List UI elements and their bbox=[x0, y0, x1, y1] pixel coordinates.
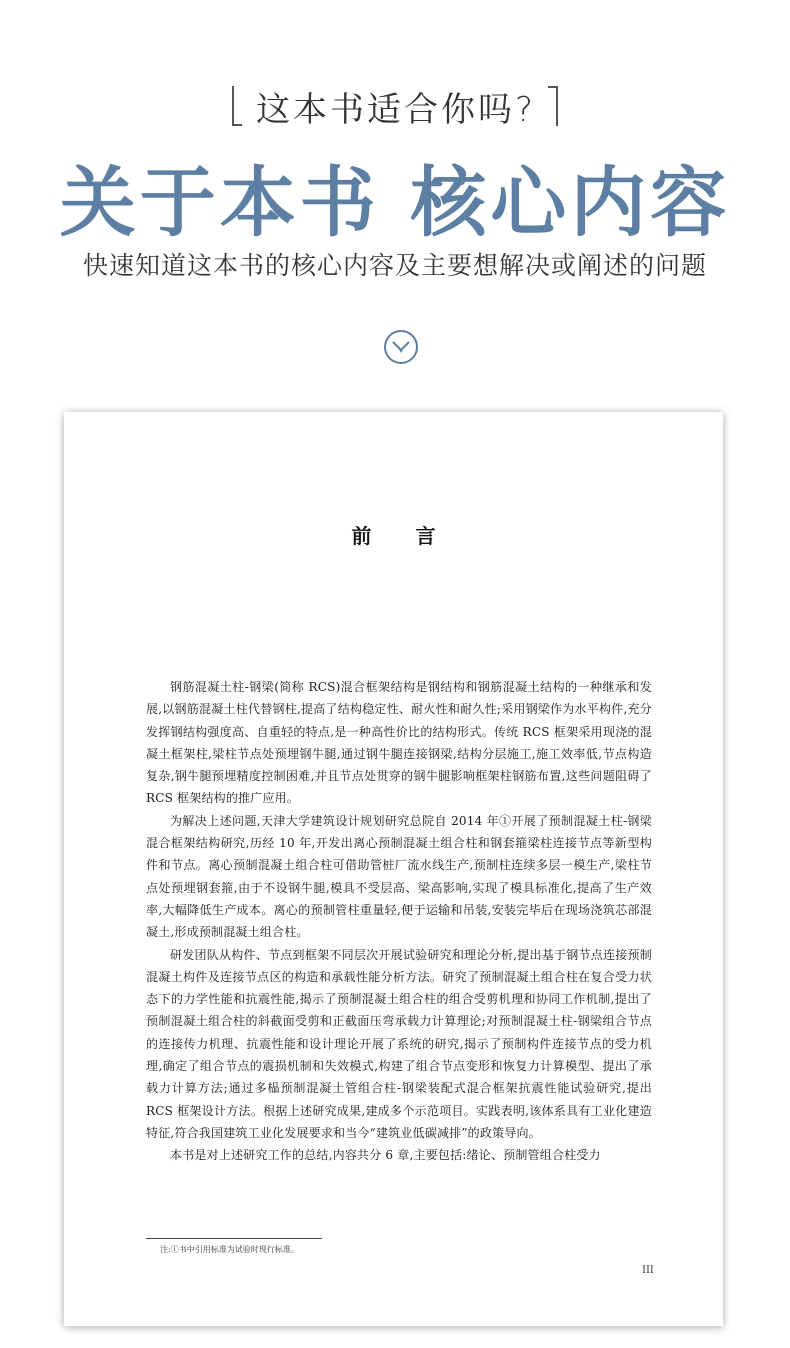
left-bracket-decoration bbox=[232, 86, 242, 126]
footnote-divider bbox=[146, 1238, 322, 1239]
paragraph: 本书是对上述研究工作的总结,内容共分 6 章,主要包括:绪论、预制管组合柱受力 bbox=[170, 1148, 601, 1163]
preface-title: 前言 bbox=[351, 524, 480, 548]
preface-body bbox=[146, 676, 652, 1167]
page-number: III bbox=[642, 1265, 654, 1276]
paragraph: 研发团队从构件、节点到框架不同层次开展试验研究和理论分析,提出基于钢节点连接预制混凝土构件及连接节点区的构造和承载性能分析方法。研究了预制混凝土组合柱在复合受力状态下的力学性能和抗震性能,揭示了预制混凝土组合柱的组合受剪机理和协同工作机制,提出了预制混凝土组合柱的斜截面受剪和正截面压弯承载力计算理论;对预制混凝土柱-钢梁组合节点的连接传力机理、抗震性能和设计理论开展了系统的研究,揭示了预制构件连接节点的受力机理,确定了组合节点的震损机制和失效模式,构建了组合节点变形和恢复力计算模型、提出了承载力计算方法;通过多榀预制混凝土管组合柱-钢梁装配式混合框架抗震性能试验研究,提出 RCS 框架设计方法。根据上述研究成果,建成多个示范项目。实践表明,该体系具有工业化建造特征,符合我国建筑工业化发展要求和当今“建筑业低碳减排”的政策导向。 bbox=[146, 947, 652, 1140]
book-page bbox=[64, 412, 723, 1326]
footnote: 注:①书中引用标准为试验时现行标准。 bbox=[160, 1245, 299, 1254]
paragraph: 钢筋混凝土柱-钢梁(简称 RCS)混合框架结构是钢结构和钢筋混凝土结构的一种继承和发展,以钢筋混凝土柱代替钢柱,提高了结构稳定性、耐火性和耐久性;采用钢梁作为水平构件,充分发挥钢结构强度高、自重轻的特点,是一种高性价比的结构形式。传统 RCS 框架采用现浇的混凝土框架柱,梁柱节点处预埋钢牛腿,通过钢牛腿连接钢梁,结构分层施工,施工效率低,节点构造复杂,钢牛腿预埋精度控制困难,并且节点处贯穿的钢牛腿影响框架柱钢筋布置,这些问题阻碍了 RCS 框架结构的推广应用。 bbox=[146, 680, 652, 806]
right-bracket-decoration bbox=[548, 86, 558, 126]
subtitle: 快速知道这本书的核心内容及主要想解决或阐述的问题 bbox=[82, 251, 707, 280]
paragraph: 为解决上述问题,天津大学建筑设计规划研究总院自 2014 年①开展了预制混凝土柱-钢梁混合框架结构研究,历经 10 年,开发出离心预制混凝土组合柱和钢套箍梁柱连接节点等新型构件和节点。离心预制混凝土组合柱可借助管桩厂流水线生产,预制柱连续多层一模生产,梁柱节点处预埋钢套箍,由于不设钢牛腿,模具不受层高、梁高影响,实现了模具标准化,提高了生产效率,大幅降低生产成本。离心的预制管柱重量轻,便于运输和吊装,安装完毕后在现场浇筑芯部混凝土,形成预制混凝土组合柱。 bbox=[146, 813, 652, 940]
chevron-down-circle-icon bbox=[384, 330, 418, 364]
header-question-row bbox=[0, 80, 790, 132]
header-question: 这本书适合你吗? bbox=[255, 89, 537, 130]
main-title: 关于本书 核心内容 bbox=[59, 158, 731, 247]
